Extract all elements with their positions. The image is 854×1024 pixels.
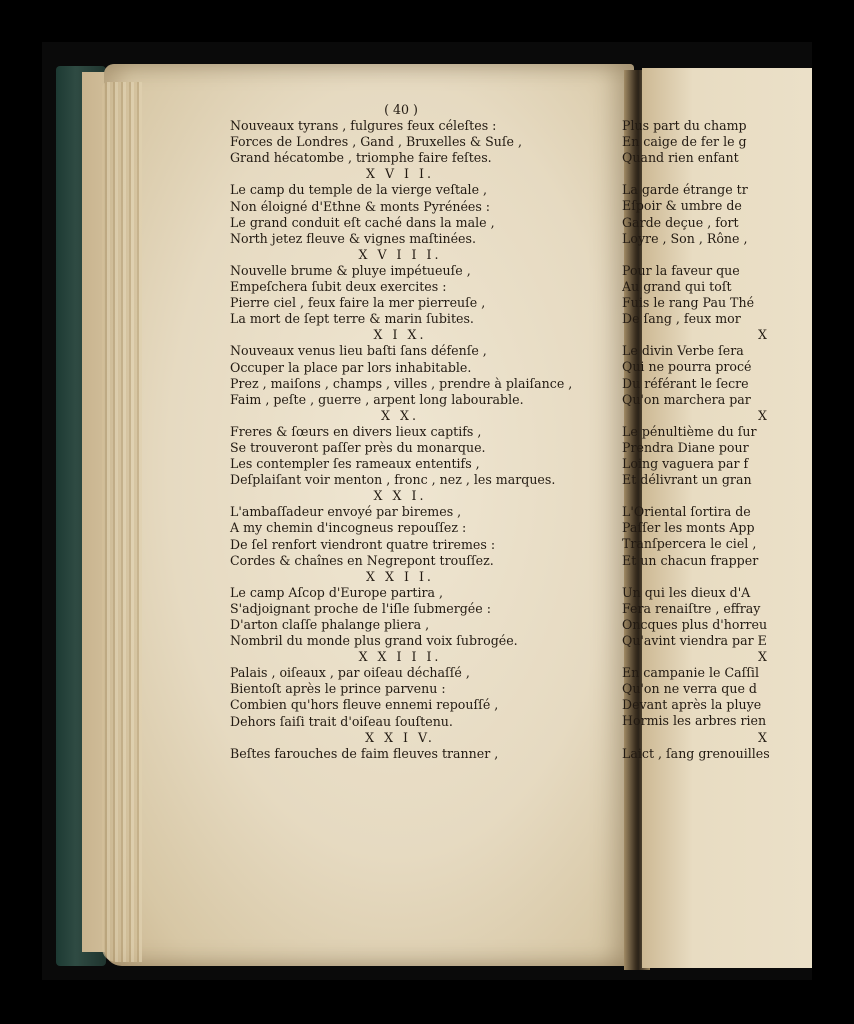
verse-line: Au grand qui toſt [622,278,732,294]
verse-line: Grand hécatombe , triomphe faire feſtes. [230,150,492,166]
verse-line: D'arton claſſe phalange pliera , [230,617,430,632]
stanza-gap [622,166,770,182]
verse-line: Cordes & chaînes en Negrepont trouſſez. [230,552,494,568]
verse-line: Loing vaguera par f [622,455,749,471]
left-verse-lines [230,118,590,762]
verse-line: De ſang , feux mor [622,311,741,327]
verse-line: Deſplaiſant voir menton , fronc , nez , les marques. [230,472,556,488]
verse-line: En campanie le Caſſil [622,665,759,681]
verse-line: Combien qu'hors fleuve ennemi repouſſé , [230,697,499,713]
verse-line: Pour la faveur que [622,262,740,278]
verse-line: Fuis le rang Pau Thé [622,295,755,311]
verse-line: Occuper la place par lors inhabitable. [230,359,472,375]
verse-line: Hormis les arbres rien [622,713,767,729]
verse-line: L'ambaſſadeur envoyé par biremes , [230,504,462,520]
verse-line: Forces de Londres , Gand , Bruxelles & Suſe , [230,134,522,150]
quatrain-heading: X V I I I. [358,246,442,262]
quatrain-heading: X [758,649,767,665]
verse-line: Et un chacun frapper [622,552,759,568]
page-number: ( 40 ) [384,102,418,117]
verse-line: Beſtes farouches de faim fleuves tranner , [230,745,499,761]
verse-line: La mort de ſept terre & marin ſubites. [230,311,474,327]
quatrain-heading: X X I I. [366,568,434,584]
verse-line: Le camp Aſcop d'Europe partira , [230,584,444,600]
verse-line: Pierre ciel , feux faire la mer pierreuſe , [230,295,486,311]
quatrain-heading: X X I V. [365,729,435,745]
right-verse-lines [622,118,770,762]
verse-line: Le pénultième du ſur [622,423,757,439]
quatrain-heading: X [758,327,767,343]
verse-line: Qu'avint viendra par E [622,633,767,648]
quatrain-heading: X V I I. [365,166,435,182]
verse-line: North jetez fleuve & vignes maſtinées. [230,230,476,246]
left-page-text [230,102,590,762]
verse-line: Eſpoir & umbre de [622,198,742,214]
quatrain-heading: X I X. [373,327,427,343]
verse-line: Nouveaux venus lieu baſti ſans défenſe , [230,343,487,359]
verse-line: Nombril du monde plus grand voix ſubrogée. [230,633,518,649]
quatrain-heading: X X I I I. [358,649,442,665]
verse-line: La garde étrange tr [622,182,748,198]
verse-line: Non éloigné d'Ethne & monts Pyrénées : [230,198,491,214]
verse-line: Freres & ſœurs en divers lieux captifs , [230,423,482,439]
verse-line: Paſſer les monts App [622,520,755,536]
quatrain-heading: X X I. [373,488,427,504]
verse-line: Nouvelle brume & pluye impétueuſe , [230,262,471,278]
verse-line: Devant après la pluye [622,697,762,713]
verse-line: S'adjoignant proche de l'iſle ſubmergée : [230,600,491,616]
verse-line: Du référant le ſecre [622,375,749,391]
right-page-text [622,118,770,762]
stanza-gap [622,488,770,504]
verse-line: Nouveaux tyrans , fulgures feux céleſtes : [230,118,497,134]
verse-line: Le grand conduit eſt caché dans la male , [230,214,495,230]
verse-line: Les contempler ſes rameaux ententifs , [230,456,480,472]
quatrain-heading: X [758,407,767,423]
verse-line: Prez , maiſons , champs , villes , prendre à plaiſance , [230,375,573,391]
verse-line: Loyre , Son , Rône , [622,230,748,246]
quatrain-heading: X X. [381,407,419,423]
stanza-gap [622,569,770,585]
verse-line: Qu'on marchera par [622,391,751,407]
verse-line: Quand rien enfant [622,150,739,166]
verse-line: L'Oriental ſortira de [622,504,751,520]
verse-line: Et délivrant un gran [622,472,752,488]
verse-line: En caige de fer le g [622,134,747,150]
verse-line: Empeſchera ſubit deux exercites : [230,279,447,295]
page-edges [102,82,142,962]
verse-line: Laict , ſang grenouilles [622,745,770,761]
verse-line: De ſel renfort viendront quatre triremes : [230,536,496,552]
verse-line: Garde deçue , fort [622,214,739,230]
verse-line: Oncques plus d'horreu [622,616,768,632]
verse-line: Un qui les dieux d'A [622,584,751,600]
verse-line: Faim , peſte , guerre , arpent long labourable. [230,391,524,407]
stanza-gap [622,247,770,263]
verse-line: Prendra Diane pour [622,439,749,455]
verse-line: Le camp du temple de la vierge veſtale , [230,182,488,198]
verse-line: Fera renaiſtre , effray [622,600,761,616]
verse-line: Palais , oiſeaux , par oiſeau déchaſſé , [230,665,470,681]
verse-line: Dehors ſaiſi trait d'oiſeau ſouſtenu. [230,713,453,729]
verse-line: Bientoſt après le prince parvenu : [230,681,446,697]
verse-line: Tranſpercera le ciel , [622,536,757,552]
verse-line: Qui ne pourra procé [622,359,752,375]
quatrain-heading: X [758,729,767,745]
verse-line: Plus part du champ [622,118,747,133]
verse-line: A my chemin d'incogneus repouſſez : [230,520,467,536]
verse-line: Le divin Verbe ſera [622,343,744,359]
verse-line: Qu'on ne verra que d [622,681,757,697]
verse-line: Se trouveront paſſer près du monarque. [230,439,486,455]
